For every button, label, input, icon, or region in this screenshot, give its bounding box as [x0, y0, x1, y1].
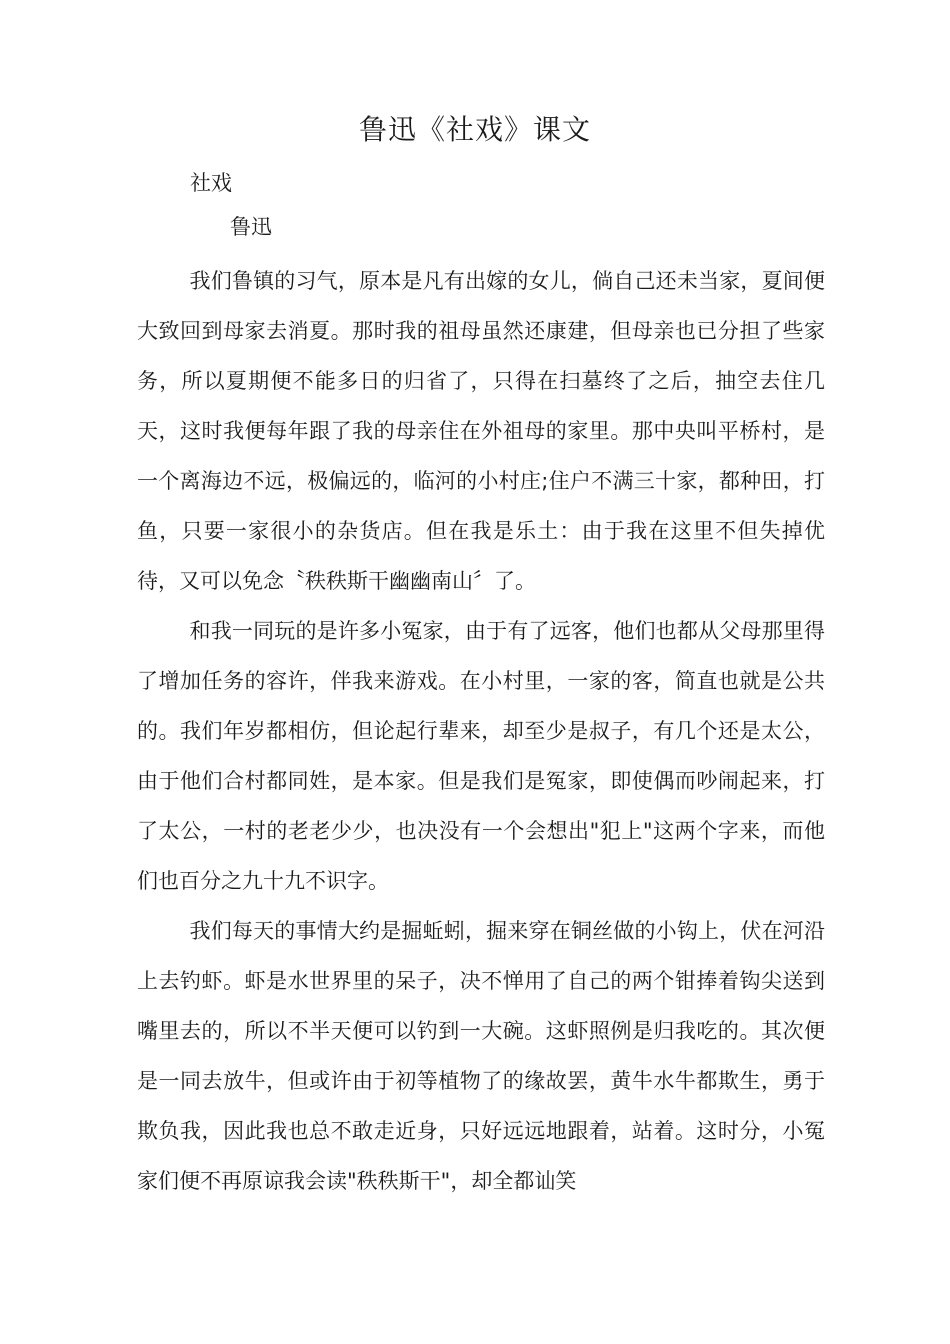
essay-heading: 社戏: [190, 171, 232, 195]
document-title: 鲁迅《社戏》课文: [358, 113, 591, 146]
document-body: [137, 256, 825, 1206]
paragraph: 和我一同玩的是许多小冤家，由于有了远客，他们也都从父母那里得了增加任务的容许，伴我来游戏。在小村里，一家的客，简直也就是公共的。我们年岁都相仿，但论起行辈来，却至少是叔子，有几个还是太公，由于他们合村都同姓，是本家。但是我们是冤家，即使偶而吵闹起来，打了太公，一村的老老少少，也决没有一个会想出"犯上"这两个字来，而他们也百分之九十九不识字。: [137, 619, 825, 893]
paragraph: 我们鲁镇的习气，原本是凡有出嫁的女儿，倘自己还未当家，夏间便大致回到母家去消夏。那时我的祖母虽然还康建，但母亲也已分担了些家务，所以夏期便不能多日的归省了，只得在扫墓终了之后，抽空去住几天，这时我便每年跟了我的母亲住在外祖母的家里。那中央叫平桥村，是一个离海边不远，极偏远的，临河的小村庄;住户不满三十家，都种田，打鱼，只要一家很小的杂货店。但在我是乐土：由于我在这里不但失掉优待，又可以免念〝秩秩斯干幽幽南山〞了。: [137, 269, 825, 593]
paragraph: 我们每天的事情大约是掘蚯蚓，掘来穿在铜丝做的小钩上，伏在河沿上去钓虾。虾是水世界里的呆子，决不惮用了自己的两个钳捧着钩尖送到嘴里去的，所以不半天便可以钓到一大碗。这虾照例是归我吃的。其次便是一同去放牛，但或许由于初等植物了的缘故罢，黄牛水牛都欺生，勇于欺负我，因此我也总不敢走近身，只好远远地跟着，站着。这时分，小冤家们便不再原谅我会读"秩秩斯干"，却全都讪笑: [137, 919, 825, 1193]
author-name: 鲁迅: [230, 215, 272, 239]
